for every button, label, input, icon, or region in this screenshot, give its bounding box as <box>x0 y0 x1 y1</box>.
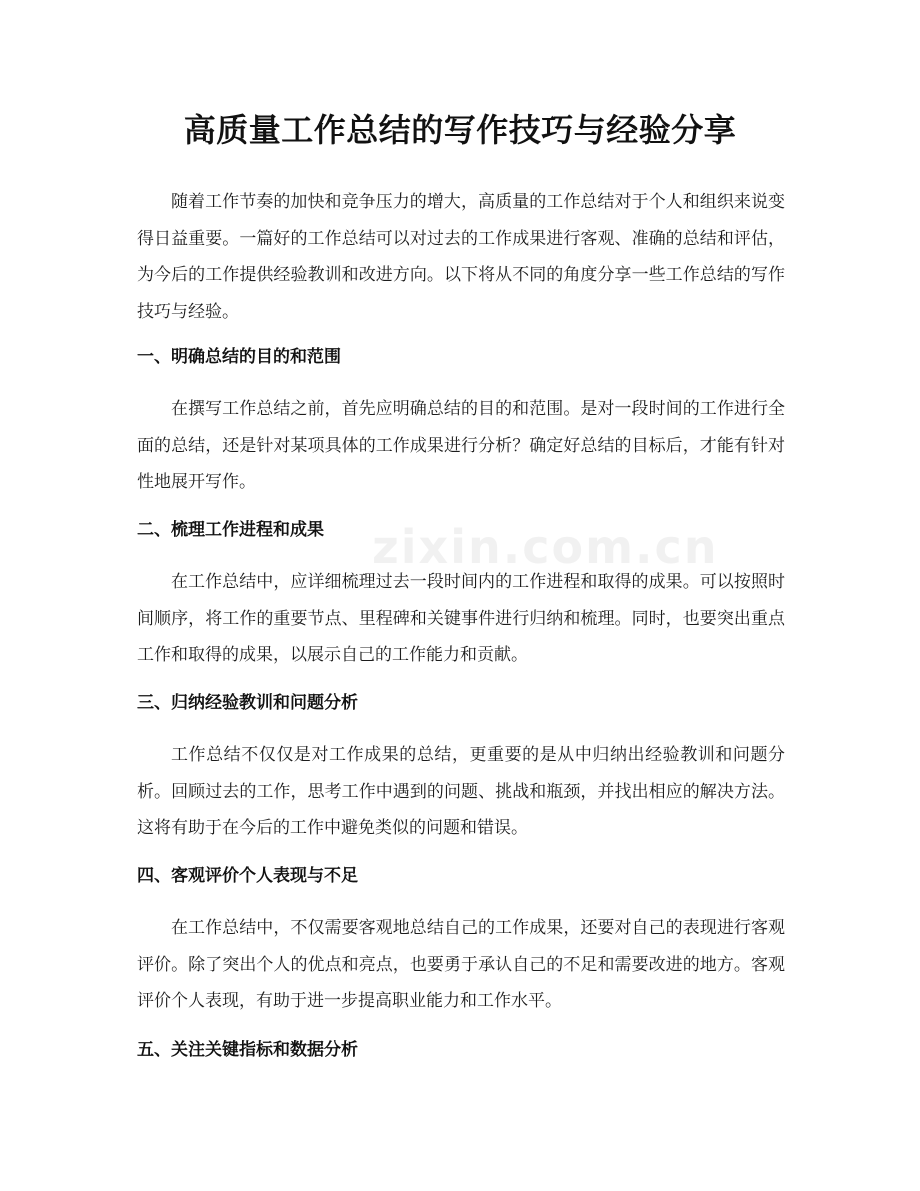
section-heading-1: 一、明确总结的目的和范围 <box>137 347 341 367</box>
section-body-4: 在工作总结中，不仅需要客观地总结自己的工作成果，还要对自己的表现进行客观评价。除了突出个人的优点和亮点，也要勇于承认自己的不足和需要改进的地方。客观评价个人表现，有助于进一步提高职业能力和工作水平。 <box>137 918 785 1011</box>
section-heading-3: 三、归纳经验教训和问题分析 <box>137 693 358 713</box>
section-body-3: 工作总结不仅仅是对工作成果的总结，更重要的是从中归纳出经验教训和问题分析。回顾过去的工作，思考工作中遇到的问题、挑战和瓶颈，并找出相应的解决方法。这将有助于在今后的工作中避免类似的问题和错误。 <box>137 745 785 838</box>
section-heading-2: 二、梳理工作进程和成果 <box>137 520 324 540</box>
intro-paragraph: 随着工作节奏的加快和竞争压力的增大，高质量的工作总结对于个人和组织来说变得日益重要。一篇好的工作总结可以对过去的工作成果进行客观、准确的总结和评估，为今后的工作提供经验教训和改进方向。以下将从不同的角度分享一些工作总结的写作技巧与经验。 <box>137 192 785 322</box>
watermark: zixin.com.cn <box>372 520 719 574</box>
section-body-1: 在撰写工作总结之前，首先应明确总结的目的和范围。是对一段时间的工作进行全面的总结，还是针对某项具体的工作成果进行分析？确定好总结的目标后，才能有针对性地展开写作。 <box>137 399 785 492</box>
section-heading-4: 四、客观评价个人表现与不足 <box>137 866 358 886</box>
document-title: 高质量工作总结的写作技巧与经验分享 <box>183 111 737 149</box>
section-body-2: 在工作总结中，应详细梳理过去一段时间内的工作进程和取得的成果。可以按照时间顺序，将工作的重要节点、里程碑和关键事件进行归纳和梳理。同时，也要突出重点工作和取得的成果，以展示自己的工作能力和贡献。 <box>137 572 785 665</box>
section-heading-5: 五、关注关键指标和数据分析 <box>137 1040 358 1060</box>
